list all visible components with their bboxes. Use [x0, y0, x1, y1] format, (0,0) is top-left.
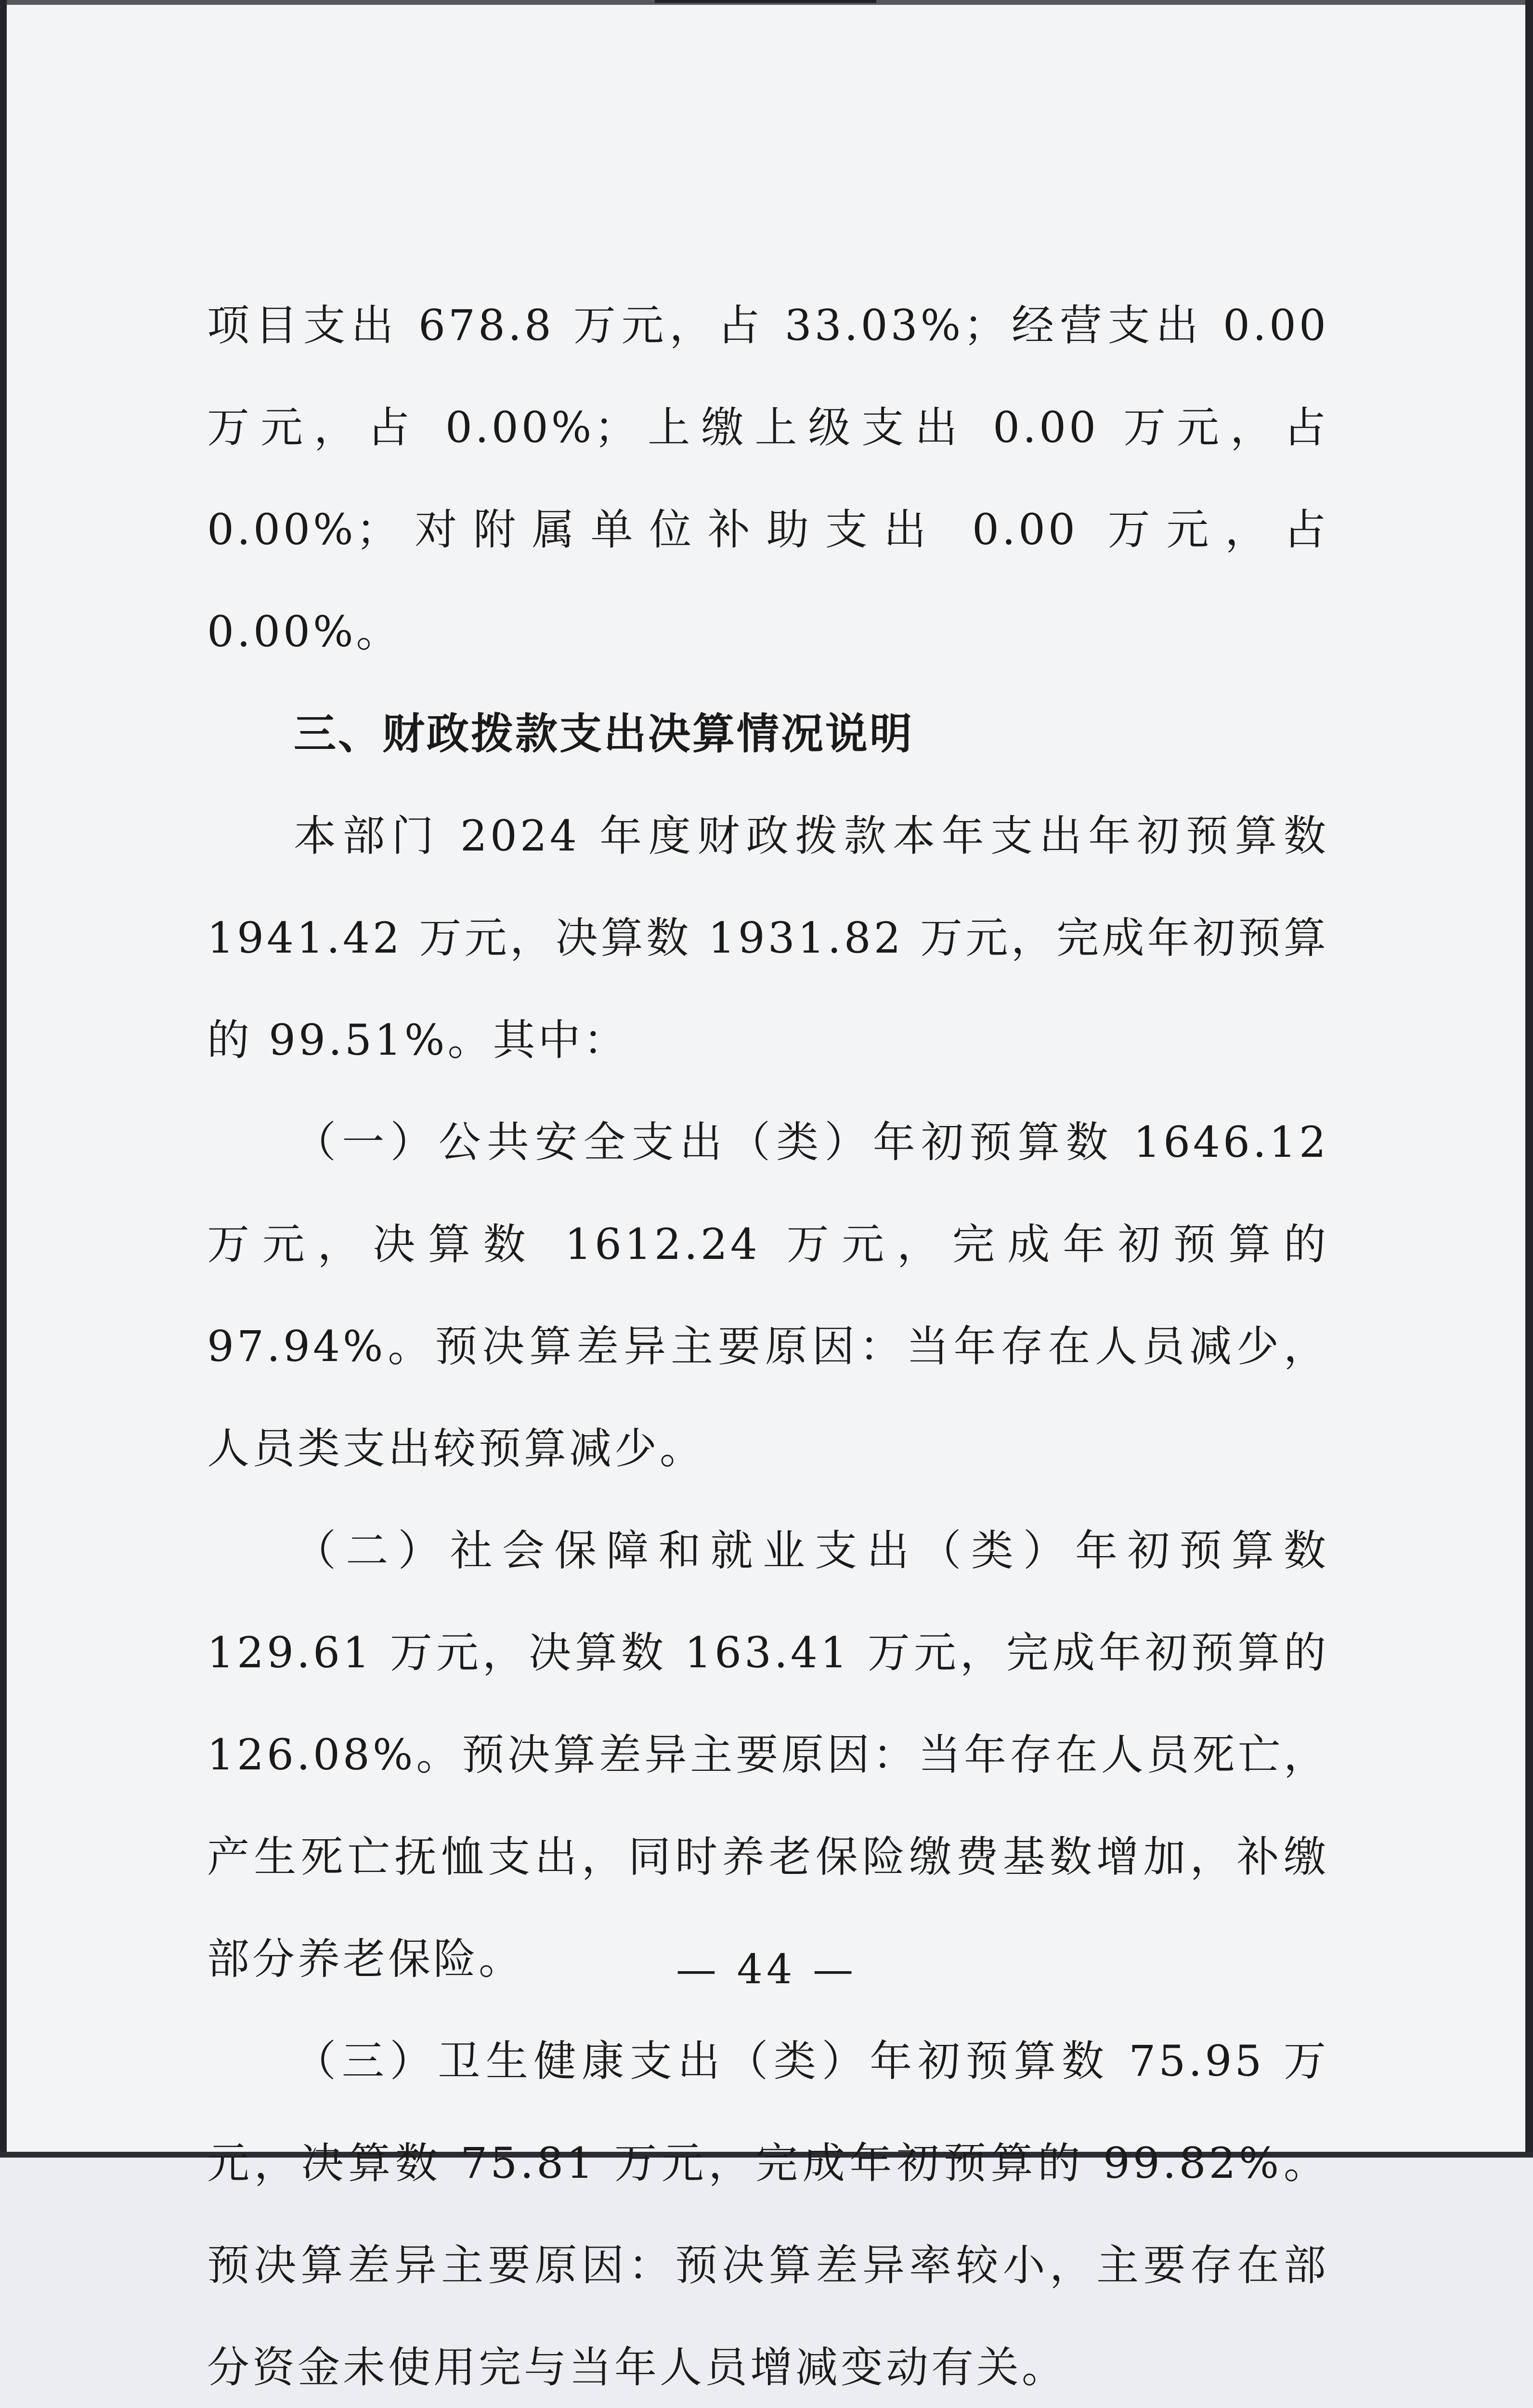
scan-mark-top	[655, 0, 876, 3]
scan-edge-right	[1525, 0, 1533, 2158]
paragraph-health: （三）卫生健康支出（类）年初预算数 75.95 万元，决算数 75.81 万元，完成年初预算的 99.82%。预决算差异主要原因：预决算差异率较小，主要存在部分资金未使用完与当年人员增减变动有关。	[207, 2036, 1329, 2392]
scan-edge-left	[0, 0, 7, 2158]
document-body	[207, 275, 1329, 2408]
paragraph-fiscal-summary: 本部门 2024 年度财政拨款本年支出年初预算数 1941.42 万元，决算数 1931.82 万元，完成年初预算的 99.51%。其中：	[207, 811, 1329, 1065]
paragraph-expenditure-breakdown: 项目支出 678.8 万元，占 33.03%；经营支出 0.00 万元，占 0.00%；上缴上级支出 0.00 万元，占 0.00%；对附属单位补助支出 0.00 万元，占 0.00%。	[207, 301, 1329, 656]
paragraph-social-security: （二）社会保障和就业支出（类）年初预算数 129.61 万元，决算数 163.41 万元，完成年初预算的 126.08%。预决算差异主要原因：当年存在人员死亡，产生死亡抚恤支出，同时养老保险缴费基数增加，补缴部分养老保险。	[207, 1526, 1329, 1984]
page-number: — 44 —	[676, 1946, 857, 1993]
paragraph-public-security: （一）公共安全支出（类）年初预算数 1646.12 万元，决算数 1612.24 万元，完成年初预算的 97.94%。预决算差异主要原因：当年存在人员减少，人员类支出较预算减少。	[207, 1117, 1329, 1473]
section-heading-3: 三、财政拨款支出决算情况说明	[294, 709, 914, 759]
